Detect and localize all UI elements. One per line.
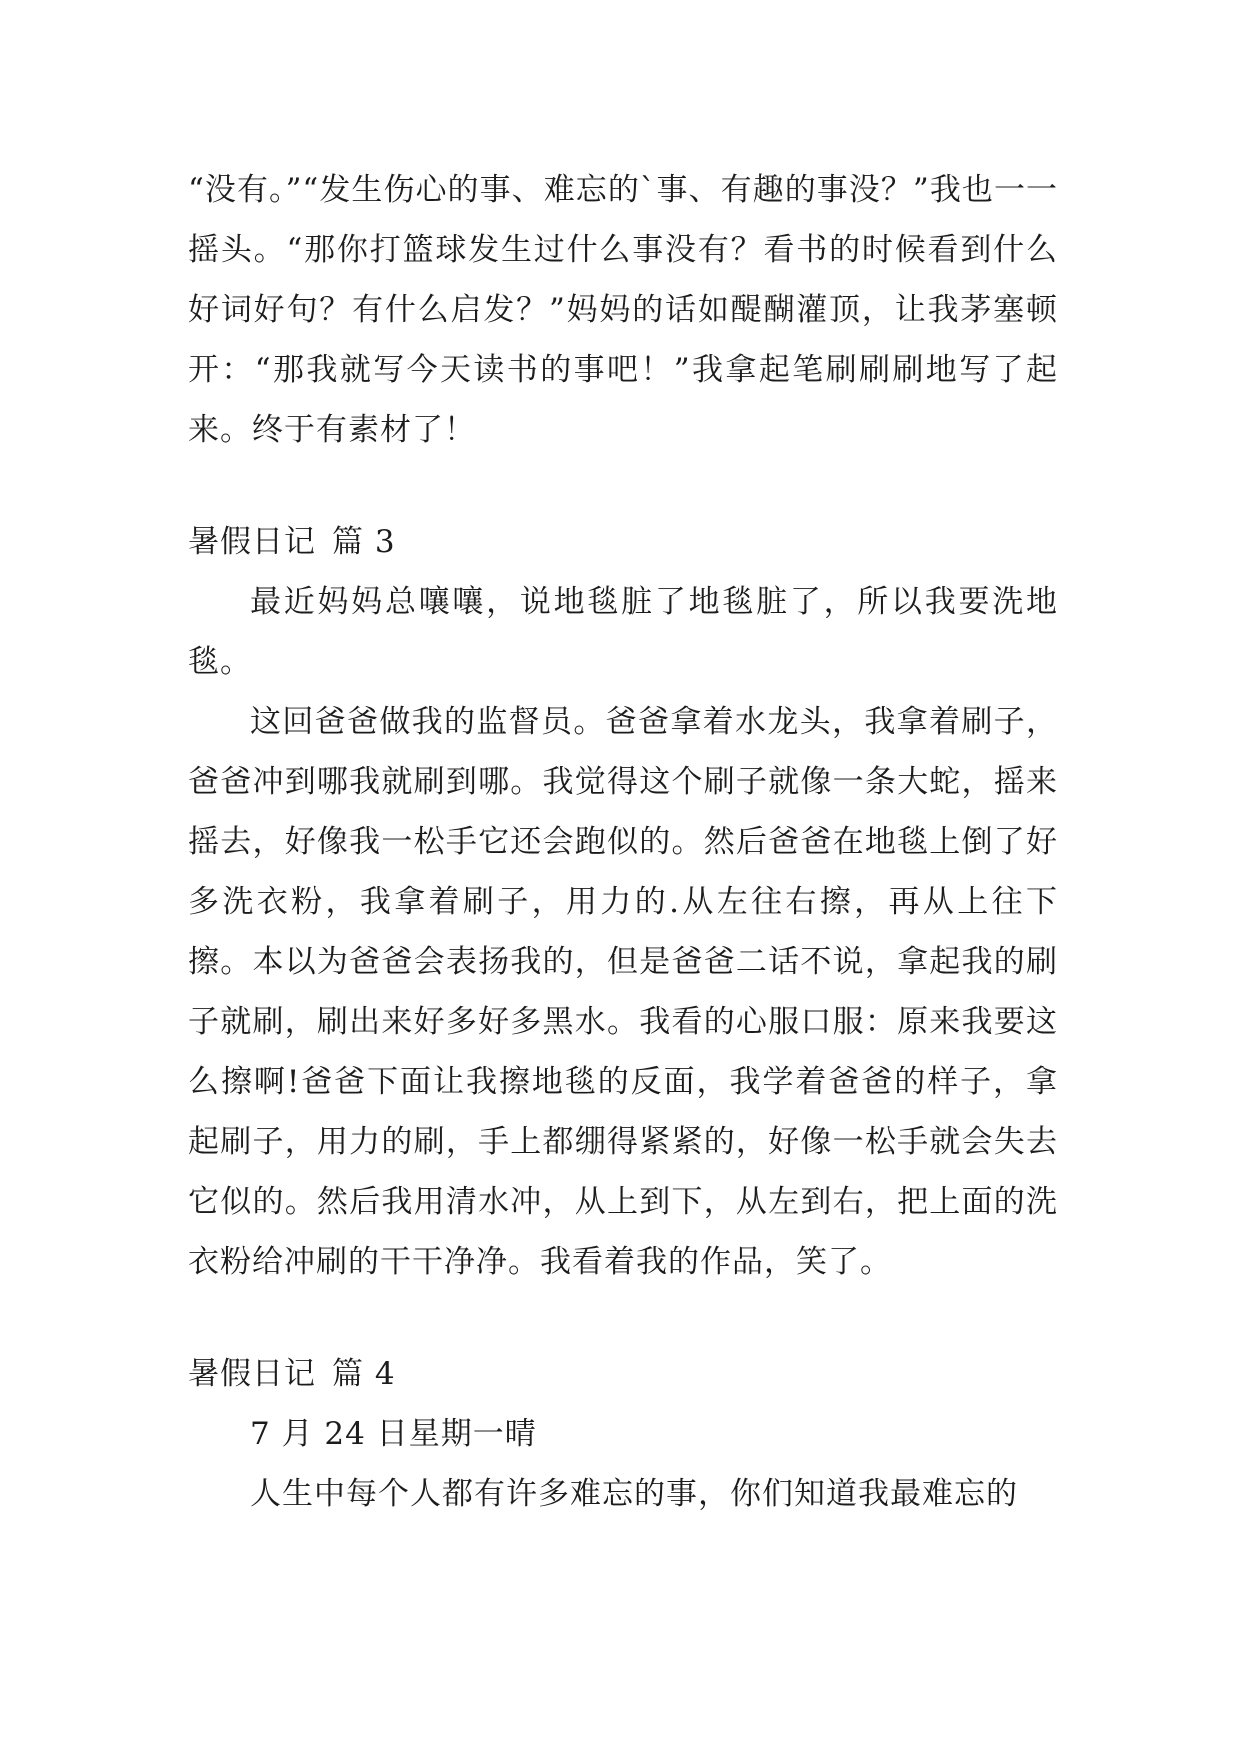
- section-4-number: 篇 4: [332, 1356, 396, 1392]
- section-4-paragraph-1: 人生中每个人都有许多难忘的事，你们知道我最难忘的: [250, 1476, 1018, 1512]
- section-3-number: 篇 3: [332, 524, 396, 560]
- section-3-paragraph-2: 这回爸爸做我的监督员。爸爸拿着水龙头，我拿着刷子，爸爸冲到哪我就刷到哪。我觉得这个刷子就像一条大蛇，摇来摇去，好像我一松手它还会跑似的。然后爸爸在地毯上倒了好多洗衣粉，我拿着刷子，用力的.从左往右擦，再从上往下擦。本以为爸爸会表扬我的，但是爸爸二话不说，拿起我的刷子就刷，刷出来好多好多黑水。我看的心服口服：原来我要这么擦啊!爸爸下面让我擦地毯的反面，我学着爸爸的样子，拿起刷子，用力的刷，手上都绷得紧紧的，好像一松手就会失去它似的。然后我用清水冲，从上到下，从左到右，把上面的洗衣粉给冲刷的干干净净。我看着我的作品，笑了。: [188, 704, 1058, 1280]
- section-4-title: 暑假日记: [188, 1356, 316, 1392]
- document-page: [188, 160, 1058, 1524]
- intro-paragraph: “没有。”“发生伤心的事、难忘的`事、有趣的事没？”我也一一摇头。“那你打篮球发生过什么事没有？看书的时候看到什么好词好句？有什么启发？”妈妈的话如醍醐灌顶，让我茅塞顿开：“那我就写今天读书的事吧！”我拿起笔刷刷刷地写了起来。终于有素材了！: [188, 172, 1058, 448]
- section-3-title: 暑假日记: [188, 524, 316, 560]
- section-3-heading: [188, 512, 1058, 572]
- section-4-date-line: 7 月 24 日星期一晴: [250, 1416, 537, 1452]
- section-4-heading: [188, 1344, 1058, 1404]
- section-3-paragraph-1: 最近妈妈总嚷嚷，说地毯脏了地毯脏了，所以我要洗地毯。: [188, 584, 1058, 680]
